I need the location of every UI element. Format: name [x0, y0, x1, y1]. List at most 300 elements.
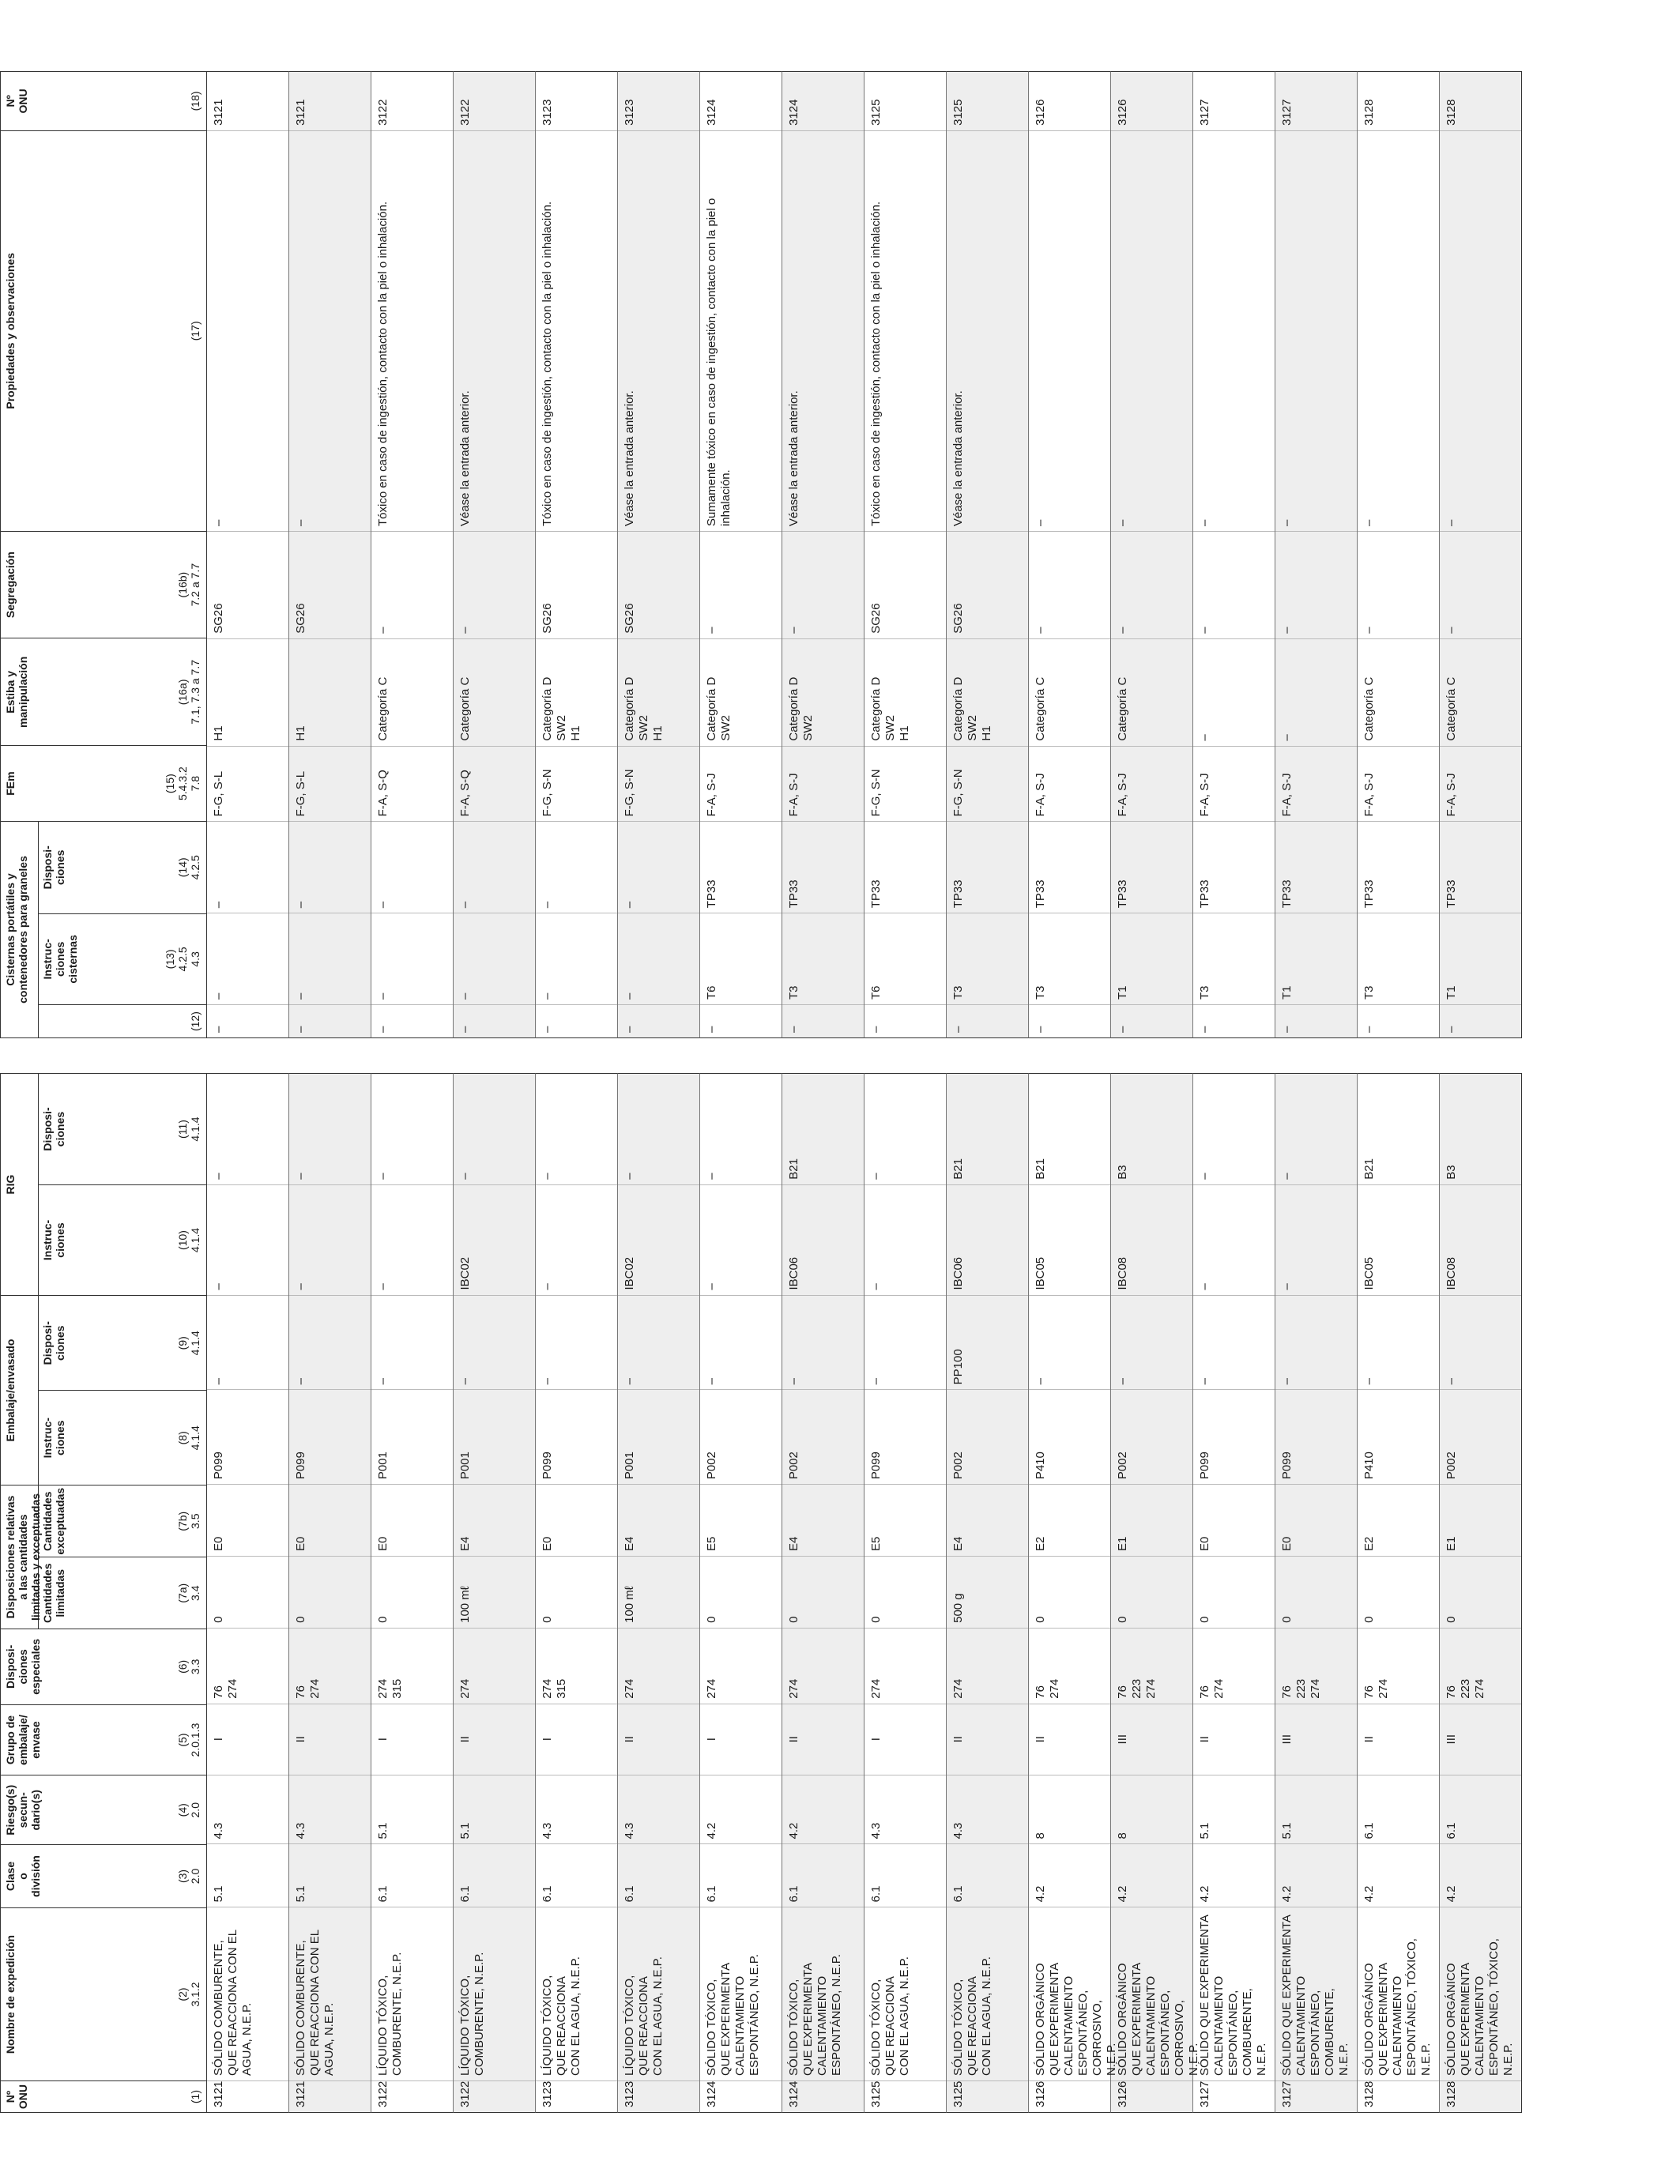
cell-subsidiary-risk: 8 — [1029, 1775, 1110, 1844]
cell-ems: F-A, S-Q — [371, 746, 453, 822]
cell-class: 5.1 — [289, 1843, 371, 1907]
cell-excepted-quantity: E0 — [1275, 1484, 1357, 1556]
cell-shipping-name: LÍQUIDO TÓXICO, QUE REACCIONA CON EL AGUA, N.E.P. — [618, 1907, 699, 2080]
table-row — [207, 1073, 289, 2113]
cell-shipping-name: SÓLIDO COMBURENTE, QUE REACCIONA CON EL AGUA, N.E.P. — [289, 1907, 371, 2080]
cell-segregation: – — [1111, 531, 1192, 638]
cell-properties: – — [1440, 130, 1521, 531]
cell-ibc-instruction: IBC05 — [1358, 1184, 1439, 1295]
cell-un-no-right: 3128 — [1362, 99, 1376, 126]
cell-packing-instruction: P001 — [371, 1389, 453, 1484]
table-row — [700, 1073, 782, 2113]
cell-ems: F-G, S-N — [947, 746, 1028, 822]
cell-ibc-provision: – — [623, 1173, 636, 1180]
cell-subsidiary-risk: 4.3 — [864, 1775, 946, 1844]
cell-col-12: – — [289, 1004, 371, 1037]
cell-ems: F-A, S-J — [700, 746, 782, 822]
cell-limited-quantity: 0 — [1029, 1556, 1110, 1628]
cell-packing-provision: – — [700, 1295, 782, 1390]
cell-limited-quantity: 0 — [289, 1556, 371, 1628]
cell-stowage: Categoría C — [1029, 638, 1110, 746]
header-ibc-instructions: Instruc- ciones (10) 4.1.4 — [39, 1184, 206, 1295]
cell-limited-quantity: 0 — [700, 1556, 782, 1628]
cell-shipping-name: SÓLIDO TÓXICO, QUE REACCIONA CON EL AGUA, N.E.P. — [947, 1907, 1028, 2080]
cell-subsidiary-risk: 4.3 — [289, 1775, 371, 1844]
dangerous-goods-list-left — [0, 1073, 1522, 2113]
cell-properties: Sumamente tóxico en caso de ingestión, contacto con la piel o inhalación. — [700, 130, 782, 531]
cell-stowage: Categoría C — [1111, 638, 1192, 746]
header-limited-quantities: Cantidades limitadas (7a) 3.4 — [39, 1557, 206, 1629]
cell-tank-provision: TP33 — [947, 821, 1028, 913]
cell-special-provisions: 274 — [454, 1628, 535, 1704]
cell-special-provisions: 274 315 — [536, 1628, 617, 1704]
header-properties: Propiedades y observaciones (17) — [1, 130, 206, 531]
cell-packing-group: I — [371, 1704, 453, 1775]
cell-packing-group: II — [1029, 1704, 1110, 1775]
cell-properties: Véase la entrada anterior. — [618, 130, 699, 531]
cell-packing-instruction: P099 — [536, 1389, 617, 1484]
cell-tank-provision: TP33 — [782, 821, 864, 913]
cell-segregation: – — [1440, 531, 1521, 638]
cell-stowage: Categoría D SW2 H1 — [536, 638, 617, 746]
cell-excepted-quantity: E0 — [207, 1484, 288, 1556]
cell-packing-provision: – — [1029, 1295, 1110, 1390]
cell-segregation: SG26 — [618, 531, 699, 638]
cell-ibc-instruction: – — [864, 1184, 946, 1295]
cell-un-no: 3128 — [1440, 2080, 1521, 2112]
cell-col-12: – — [618, 1004, 699, 1037]
cell-segregation: – — [782, 531, 864, 638]
cell-ibc-provision: – — [1198, 1173, 1211, 1180]
cell-properties: – — [1111, 130, 1192, 531]
cell-packing-provision: – — [618, 1295, 699, 1390]
cell-stowage: Categoría D SW2 — [782, 638, 864, 746]
table-row — [454, 1073, 536, 2113]
cell-ibc-instruction: – — [536, 1184, 617, 1295]
header-packing-group: Grupo de embalaje/ envase (5) 2.0.1.3 — [1, 1704, 206, 1775]
cell-tank-instruction: T3 — [1029, 913, 1110, 1004]
cell-shipping-name: SÓLIDO QUE EXPERIMENTA CALENTAMIENTO ESPONTÁNEO, COMBURENTE, N.E.P. — [1193, 1907, 1275, 2080]
cell-class: 4.2 — [1193, 1843, 1275, 1907]
cell-tank-provision: TP33 — [1358, 821, 1439, 913]
cell-col-12: – — [700, 1004, 782, 1037]
cell-tank-instruction: T1 — [1275, 913, 1357, 1004]
cell-ems: F-G, S-N — [618, 746, 699, 822]
table-row — [454, 71, 536, 1038]
cell-packing-group: I — [864, 1704, 946, 1775]
cell-col-12: – — [1193, 1004, 1275, 1037]
cell-limited-quantity: 100 mℓ — [618, 1556, 699, 1628]
cell-col-12: – — [1275, 1004, 1357, 1037]
table-row — [1111, 71, 1193, 1038]
table-row — [1440, 1073, 1522, 2113]
cell-ems: F-G, S-L — [207, 746, 288, 822]
cell-segregation: – — [1029, 531, 1110, 638]
cell-shipping-name: SÓLIDO ORGÁNICO QUE EXPERIMENTA CALENTAMIENTO ESPONTÁNEO, CORROSIVO, N.E.P. — [1111, 1907, 1192, 2080]
cell-packing-provision: – — [371, 1295, 453, 1390]
cell-tank-instruction: – — [536, 913, 617, 1004]
header-excepted-quantities: Cantidades exceptuadas (7b) 3.5 — [41, 1487, 202, 1555]
cell-limited-quantity: 0 — [1440, 1556, 1521, 1628]
cell-packing-provision: – — [1193, 1295, 1275, 1390]
cell-packing-provision: – — [1358, 1295, 1439, 1390]
cell-ems: F-A, S-J — [1358, 746, 1439, 822]
cell-un-no-right: 3126 — [1116, 99, 1129, 126]
cell-segregation: SG26 — [289, 531, 371, 638]
cell-subsidiary-risk: 5.1 — [371, 1775, 453, 1844]
cell-col-12: – — [207, 1004, 288, 1037]
cell-ems: F-A, S-J — [1111, 746, 1192, 822]
cell-ibc-instruction: – — [1275, 1184, 1357, 1295]
cell-packing-instruction: P001 — [618, 1389, 699, 1484]
cell-limited-quantity: 0 — [207, 1556, 288, 1628]
cell-packing-instruction: P001 — [454, 1389, 535, 1484]
cell-properties: Tóxico en caso de ingestión, contacto con la piel o inhalación. — [536, 130, 617, 531]
table-row — [1029, 71, 1111, 1038]
cell-subsidiary-risk: 5.1 — [454, 1775, 535, 1844]
cell-tank-provision: – — [618, 821, 699, 913]
cell-stowage: Categoría C — [1440, 638, 1521, 746]
header-shipping-name: Nombre de expedición (2) 3.1.2 — [1, 1907, 206, 2080]
cell-ibc-instruction: – — [207, 1184, 288, 1295]
cell-segregation: – — [371, 531, 453, 638]
cell-packing-instruction: P410 — [1029, 1389, 1110, 1484]
right-header-row — [0, 71, 207, 1038]
cell-properties: – — [1275, 130, 1357, 531]
cell-shipping-name: SÓLIDO TÓXICO, QUE REACCIONA CON EL AGUA, N.E.P. — [864, 1907, 946, 2080]
cell-tank-provision: – — [207, 821, 288, 913]
cell-ibc-instruction: IBC02 — [454, 1184, 535, 1295]
cell-packing-group: III — [1111, 1704, 1192, 1775]
cell-special-provisions: 274 — [782, 1628, 864, 1704]
table-row — [1275, 71, 1358, 1038]
cell-ibc-instruction: IBC08 — [1440, 1184, 1521, 1295]
cell-ibc-instruction: IBC06 — [947, 1184, 1028, 1295]
cell-un-no-right: 3126 — [1034, 99, 1047, 126]
table-row — [1358, 1073, 1440, 2113]
cell-packing-group: II — [782, 1704, 864, 1775]
cell-shipping-name: SÓLIDO ORGÁNICO QUE EXPERIMENTA CALENTAMIENTO ESPONTÁNEO, TÓXICO, N.E.P. — [1440, 1907, 1521, 2080]
table-row — [1358, 71, 1440, 1038]
cell-subsidiary-risk: 8 — [1111, 1775, 1192, 1844]
cell-ibc-provision: B3 — [1116, 1165, 1129, 1180]
header-packing-instructions: Instruc- ciones (8) 4.1.4 — [39, 1391, 206, 1485]
cell-segregation: – — [454, 531, 535, 638]
cell-class: 6.1 — [454, 1843, 535, 1907]
cell-packing-instruction: P002 — [700, 1389, 782, 1484]
cell-packing-instruction: P410 — [1358, 1389, 1439, 1484]
cell-properties: Tóxico en caso de ingestión, contacto con la piel o inhalación. — [864, 130, 946, 531]
table-row — [371, 71, 454, 1038]
cell-subsidiary-risk: 5.1 — [1275, 1775, 1357, 1844]
cell-ibc-provision: – — [869, 1173, 883, 1180]
cell-un-no: 3125 — [947, 2080, 1028, 2112]
cell-ems: F-G, S-L — [289, 746, 371, 822]
header-segregation: Segregación (16b) 7.2 a 7.7 — [1, 531, 206, 638]
cell-limited-quantity: 0 — [536, 1556, 617, 1628]
cell-special-provisions: 76 274 — [1193, 1628, 1275, 1704]
header-tank-instructions: Instruc- ciones cisternas (13) 4.2.5 4.3 — [39, 913, 206, 1005]
cell-packing-group: I — [207, 1704, 288, 1775]
cell-tank-instruction: T1 — [1440, 913, 1521, 1004]
cell-packing-provision: – — [536, 1295, 617, 1390]
cell-un-no: 3121 — [207, 2080, 288, 2112]
cell-stowage: Categoría D SW2 — [700, 638, 782, 746]
cell-stowage: Categoría D SW2 H1 — [947, 638, 1028, 746]
left-table-body — [207, 1073, 1522, 2113]
cell-packing-instruction: P002 — [947, 1389, 1028, 1484]
cell-packing-provision: PP100 — [947, 1295, 1028, 1390]
table-row — [1193, 1073, 1275, 2113]
cell-ems: F-A, S-J — [782, 746, 864, 822]
cell-shipping-name: SÓLIDO ORGÁNICO QUE EXPERIMENTA CALENTAMIENTO ESPONTÁNEO, CORROSIVO, N.E.P. — [1029, 1907, 1110, 2080]
cell-un-no: 3126 — [1029, 2080, 1110, 2112]
cell-un-no-right: 3125 — [869, 99, 883, 126]
table-row — [618, 1073, 700, 2113]
cell-excepted-quantity: E0 — [1193, 1484, 1275, 1556]
table-row — [618, 71, 700, 1038]
cell-shipping-name: SÓLIDO ORGÁNICO QUE EXPERIMENTA CALENTAMIENTO ESPONTÁNEO, TÓXICO, N.E.P. — [1358, 1907, 1439, 2080]
cell-packing-group: III — [1275, 1704, 1357, 1775]
cell-limited-quantity: 500 g — [947, 1556, 1028, 1628]
cell-class: 5.1 — [207, 1843, 288, 1907]
cell-shipping-name: LÍQUIDO TÓXICO, QUE REACCIONA CON EL AGUA, N.E.P. — [536, 1907, 617, 2080]
cell-subsidiary-risk: 4.2 — [782, 1775, 864, 1844]
cell-properties: – — [289, 130, 371, 531]
cell-tank-instruction: – — [618, 913, 699, 1004]
cell-subsidiary-risk: 6.1 — [1440, 1775, 1521, 1844]
cell-packing-provision: – — [207, 1295, 288, 1390]
table-row — [947, 1073, 1029, 2113]
cell-segregation: SG26 — [207, 531, 288, 638]
cell-stowage: H1 — [289, 638, 371, 746]
cell-ibc-provision: – — [541, 1173, 554, 1180]
table-row — [782, 71, 864, 1038]
cell-tank-provision: TP33 — [1275, 821, 1357, 913]
cell-excepted-quantity: E1 — [1111, 1484, 1192, 1556]
table-row — [864, 1073, 947, 2113]
cell-class: 4.2 — [1275, 1843, 1357, 1907]
cell-properties: – — [1193, 130, 1275, 531]
table-row — [1111, 1073, 1200, 2113]
cell-col-12: – — [1358, 1004, 1439, 1037]
cell-special-provisions: 76 274 — [1029, 1628, 1110, 1704]
cell-ibc-provision: – — [212, 1173, 225, 1180]
cell-class: 6.1 — [536, 1843, 617, 1907]
cell-segregation: SG26 — [947, 531, 1028, 638]
cell-packing-provision: – — [454, 1295, 535, 1390]
cell-ems: F-A, S-Q — [454, 746, 535, 822]
cell-un-no: 3128 — [1358, 2080, 1439, 2112]
cell-ibc-instruction: – — [371, 1184, 453, 1295]
cell-col-12: – — [1440, 1004, 1521, 1037]
cell-special-provisions: 76 274 — [1358, 1628, 1439, 1704]
cell-subsidiary-risk: 4.3 — [618, 1775, 699, 1844]
cell-special-provisions: 76 223 274 — [1440, 1628, 1521, 1704]
cell-un-no: 3124 — [700, 2080, 782, 2112]
cell-packing-group: II — [454, 1704, 535, 1775]
cell-excepted-quantity: E2 — [1029, 1484, 1110, 1556]
cell-un-no: 3121 — [289, 2080, 371, 2112]
right-table-body — [207, 71, 1522, 1038]
cell-tank-instruction: – — [289, 913, 371, 1004]
cell-col-12: – — [371, 1004, 453, 1037]
cell-ems: F-A, S-J — [1440, 746, 1521, 822]
cell-un-no-right: 3122 — [458, 99, 472, 126]
header-group-ibc: RIG Instruc- ciones (10) 4.1.4 Disposi- ciones (11) 4.1.4 — [1, 1074, 206, 1295]
header-packing-provisions: Disposi- ciones (9) 4.1.4 — [41, 1321, 202, 1365]
cell-special-provisions: 76 274 — [289, 1628, 371, 1704]
cell-special-provisions: 274 315 — [371, 1628, 453, 1704]
cell-stowage: Categoría C — [371, 638, 453, 746]
cell-tank-provision: – — [371, 821, 453, 913]
cell-excepted-quantity: E4 — [782, 1484, 864, 1556]
cell-limited-quantity: 0 — [1111, 1556, 1192, 1628]
cell-limited-quantity: 0 — [371, 1556, 453, 1628]
table-row — [1193, 71, 1275, 1038]
cell-limited-quantity: 0 — [864, 1556, 946, 1628]
cell-segregation: SG26 — [864, 531, 946, 638]
table-row — [947, 71, 1029, 1038]
cell-un-no: 3125 — [864, 2080, 946, 2112]
cell-packing-instruction: P099 — [207, 1389, 288, 1484]
cell-special-provisions: 274 — [700, 1628, 782, 1704]
cell-excepted-quantity: E0 — [289, 1484, 371, 1556]
cell-properties: – — [1029, 130, 1110, 531]
cell-stowage: H1 — [207, 638, 288, 746]
cell-subsidiary-risk: 4.3 — [536, 1775, 617, 1844]
cell-limited-quantity: 0 — [1193, 1556, 1275, 1628]
cell-packing-group: II — [1193, 1704, 1275, 1775]
cell-limited-quantity: 0 — [782, 1556, 864, 1628]
cell-tank-provision: – — [454, 821, 535, 913]
cell-subsidiary-risk: 6.1 — [1358, 1775, 1439, 1844]
cell-tank-provision: TP33 — [1440, 821, 1521, 913]
cell-segregation: – — [1275, 531, 1357, 638]
cell-ibc-instruction: – — [289, 1184, 371, 1295]
cell-limited-quantity: 100 mℓ — [454, 1556, 535, 1628]
cell-ibc-provision: – — [294, 1173, 307, 1180]
cell-packing-instruction: P002 — [1111, 1389, 1192, 1484]
cell-packing-group: I — [700, 1704, 782, 1775]
cell-segregation: – — [700, 531, 782, 638]
cell-col-12: – — [1029, 1004, 1110, 1037]
cell-class: 4.2 — [1440, 1843, 1521, 1907]
cell-properties: – — [207, 130, 288, 531]
cell-un-no: 3124 — [782, 2080, 864, 2112]
cell-packing-instruction: P099 — [289, 1389, 371, 1484]
header-group-tanks: Cisternas portátiles y contenedores para graneles (12) Instruc- ciones cisternas (13) 4.2.5 4.3 Disposi- ciones (14) 4.2.5 — [1, 821, 206, 1037]
header-subsidiary-risk: Riesgo(s) secun- dario(s) (4) 2.0 — [1, 1775, 206, 1844]
cell-packing-instruction: P099 — [1275, 1389, 1357, 1484]
cell-subsidiary-risk: 4.2 — [700, 1775, 782, 1844]
cell-tank-instruction: – — [371, 913, 453, 1004]
header-class: Clase o división (3) 2.0 — [1, 1844, 206, 1907]
cell-excepted-quantity: E0 — [371, 1484, 453, 1556]
cell-ibc-provision: B21 — [1362, 1158, 1376, 1180]
cell-un-no: 3122 — [371, 2080, 453, 2112]
cell-shipping-name: SÓLIDO QUE EXPERIMENTA CALENTAMIENTO ESPONTÁNEO, COMBURENTE, N.E.P. — [1275, 1907, 1357, 2080]
cell-special-provisions: 76 223 274 — [1111, 1628, 1192, 1704]
cell-ems: F-A, S-J — [1029, 746, 1110, 822]
table-row — [1275, 1073, 1358, 2113]
cell-special-provisions: 274 — [864, 1628, 946, 1704]
cell-shipping-name: SÓLIDO TÓXICO, QUE EXPERIMENTA CALENTAMIENTO ESPONTÁNEO, N.E.P. — [700, 1907, 782, 2080]
cell-stowage: Categoría D SW2 H1 — [618, 638, 699, 746]
header-group-limited-excepted: Disposiciones relativas a las cantidades limitadas y exceptuadas Cantidades limitadas (7a) 3.4 Cantidades exceptuadas (7b) 3.5 — [1, 1485, 206, 1629]
table-row — [289, 1073, 371, 2113]
cell-tank-provision: – — [289, 821, 371, 913]
header-group-packing: Embalaje/envasado Instruc- ciones (8) 4.1.4 Disposi- ciones (9) 4.1.4 — [1, 1295, 206, 1485]
cell-packing-group: II — [618, 1704, 699, 1775]
cell-properties: Véase la entrada anterior. — [947, 130, 1028, 531]
cell-tank-provision: TP33 — [1111, 821, 1192, 913]
cell-stowage: Categoría D SW2 H1 — [864, 638, 946, 746]
table-row — [1440, 71, 1522, 1038]
header-un-no: Nº ONU (1) — [1, 2080, 206, 2112]
cell-tank-provision: TP33 — [864, 821, 946, 913]
cell-un-no-right: 3124 — [705, 99, 718, 126]
cell-packing-provision: – — [1275, 1295, 1357, 1390]
cell-un-no-right: 3123 — [541, 99, 554, 126]
cell-un-no-right: 3127 — [1198, 99, 1211, 126]
cell-ibc-provision: – — [705, 1173, 718, 1180]
header-tank-provisions: Disposi- ciones (14) 4.2.5 — [41, 845, 202, 890]
cell-packing-provision: – — [289, 1295, 371, 1390]
cell-un-no: 3127 — [1275, 2080, 1357, 2112]
cell-stowage: – — [1275, 638, 1357, 746]
cell-packing-group: II — [947, 1704, 1028, 1775]
cell-packing-instruction: P099 — [1193, 1389, 1275, 1484]
table-row — [289, 71, 371, 1038]
cell-un-no: 3127 — [1193, 2080, 1275, 2112]
cell-special-provisions: 274 — [618, 1628, 699, 1704]
cell-special-provisions: 76 223 274 — [1275, 1628, 1357, 1704]
cell-limited-quantity: 0 — [1275, 1556, 1357, 1628]
cell-tank-provision: – — [536, 821, 617, 913]
header-un-no-right: Nº ONU (18) — [4, 88, 202, 114]
cell-tank-instruction: T3 — [1193, 913, 1275, 1004]
cell-tank-instruction: T6 — [864, 913, 946, 1004]
cell-properties: Véase la entrada anterior. — [782, 130, 864, 531]
cell-stowage: Categoría C — [454, 638, 535, 746]
cell-un-no-right: 3122 — [376, 99, 390, 126]
cell-un-no-right: 3123 — [623, 99, 636, 126]
cell-segregation: – — [1193, 531, 1275, 638]
cell-packing-group: I — [536, 1704, 617, 1775]
cell-tank-instruction: T3 — [947, 913, 1028, 1004]
cell-class: 4.2 — [1358, 1843, 1439, 1907]
cell-tank-instruction: T3 — [782, 913, 864, 1004]
table-row — [536, 1073, 618, 2113]
cell-ibc-provision: – — [1280, 1173, 1294, 1180]
table-row — [536, 71, 618, 1038]
cell-stowage: – — [1193, 638, 1275, 746]
cell-excepted-quantity: E4 — [947, 1484, 1028, 1556]
cell-col-12: – — [1111, 1004, 1192, 1037]
cell-limited-quantity: 0 — [1358, 1556, 1439, 1628]
cell-class: 6.1 — [947, 1843, 1028, 1907]
cell-packing-provision: – — [1111, 1295, 1192, 1390]
header-special-provisions: Disposi- ciones especiales (6) 3.3 — [1, 1629, 206, 1704]
cell-ibc-instruction: – — [700, 1184, 782, 1295]
cell-un-no-right: 3124 — [787, 99, 800, 126]
cell-packing-group: II — [1358, 1704, 1439, 1775]
cell-class: 6.1 — [618, 1843, 699, 1907]
cell-tank-instruction: T1 — [1111, 913, 1192, 1004]
cell-packing-provision: – — [864, 1295, 946, 1390]
dangerous-goods-list-right — [0, 71, 1522, 1038]
